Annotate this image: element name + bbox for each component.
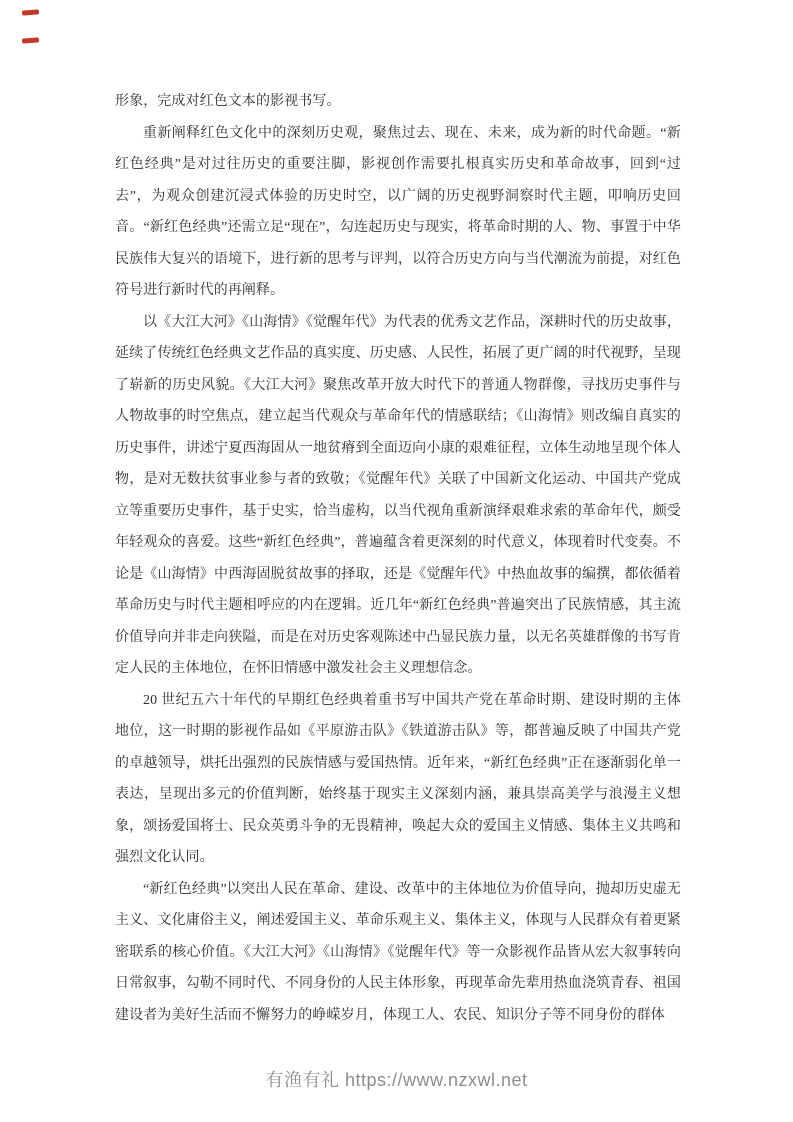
site-watermark: 有渔有礼 https://www.nzxwl.net [265,1070,528,1090]
red-pen-mark [22,9,39,15]
paragraph: “新红色经典”以突出人民在革命、建设、改革中的主体地位为价值导向，抛却历史虚无主义、文化庸俗主义，阐述爱国主义、革命乐观主义、集体主义，体现与人民群众有着更紧密联系的核心价值。《大江大河》《山海情》《觉醒年代》等一众影视作品皆从宏大叙事转向日常叙事，勾勒不同时代、不同身份的人民主体形象，再现革命先辈用热血浇筑青春、祖国建设者为美好生活而不懈努力的峥嵘岁月，体现工人、农民、知识分子等不同身份的群体 [115,881,681,1023]
paragraph: 重新阐释红色文化中的深刻历史观，聚焦过去、现在、未来，成为新的时代命题。“新红色经典”是对过往历史的重要注脚，影视创作需要扎根真实历史和革命故事，回到“过去”，为观众创建沉浸式体验的历史时空，以广阔的历史视野洞察时代主题，叩响历史回音。“新红色经典”还需立足“现在”，勾连起历史与现实，将革命时期的人、物、事置于中华民族伟大复兴的语境下，进行新的思考与评判，以符合历史方向与当代潮流为前提，对红色符号进行新时代的再阐释。 [115,125,681,298]
paragraph: 以《大江大河》《山海情》《觉醒年代》为代表的优秀文艺作品，深耕时代的历史故事，延续了传统红色经典文艺作品的真实度、历史感、人民性，拓展了更广阔的时代视野，呈现了崭新的历史风貌。《大江大河》聚焦改革开放大时代下的普通人物群像，寻找历史事件与人物故事的时空焦点，建立起当代观众与革命年代的情感联结；《山海情》则改编自真实的历史事件，讲述宁夏西海固从一地贫瘠到全面迈向小康的艰难征程，立体生动地呈现个体人物，是对无数扶贫事业参与者的致敬；《觉醒年代》关联了中国新文化运动、中国共产党成立等重要历史事件，基于史实，恰当虚构，以当代视角重新演绎艰难求索的革命年代，颇受年轻观众的喜爱。这些“新红色经典”，普遍蕴含着更深刻的时代意义，体现着时代变奏。不论是《山海情》中西海固脱贫故事的择取，还是《觉醒年代》中热血故事的编撰，都依循着革命历史与时代主题相呼应的内在逻辑。近几年“新红色经典”普遍突出了民族情感，其主流价值导向并非走向狭隘，而是在对历史客观陈述中凸显民族力量，以无名英雄群像的书写肯定人民的主体地位，在怀旧情感中激发社会主义理想信念。 [115,314,681,676]
paragraph-continuation: 形象，完成对红色文本的影视书写。 [115,94,341,109]
red-pen-mark [22,37,39,43]
paragraph: 20 世纪五六十年代的早期红色经典着重书写中国共产党在革命时期、建设时期的主体地位，这一时期的影视作品如《平原游击队》《铁道游击队》等，都普遍反映了中国共产党的卓越领导，烘托出强烈的民族情感与爱国热情。近年来，“新红色经典”正在逐渐弱化单一表达，呈现出多元的价值判断，始终基于现实主义深刻内涵，兼具崇高美学与浪漫主义想象，颂扬爱国将士、民众英勇斗争的无畏精神，唤起大众的爱国主义情感、集体主义共鸣和强烈文化认同。 [115,692,681,865]
essay-body [115,86,681,1031]
